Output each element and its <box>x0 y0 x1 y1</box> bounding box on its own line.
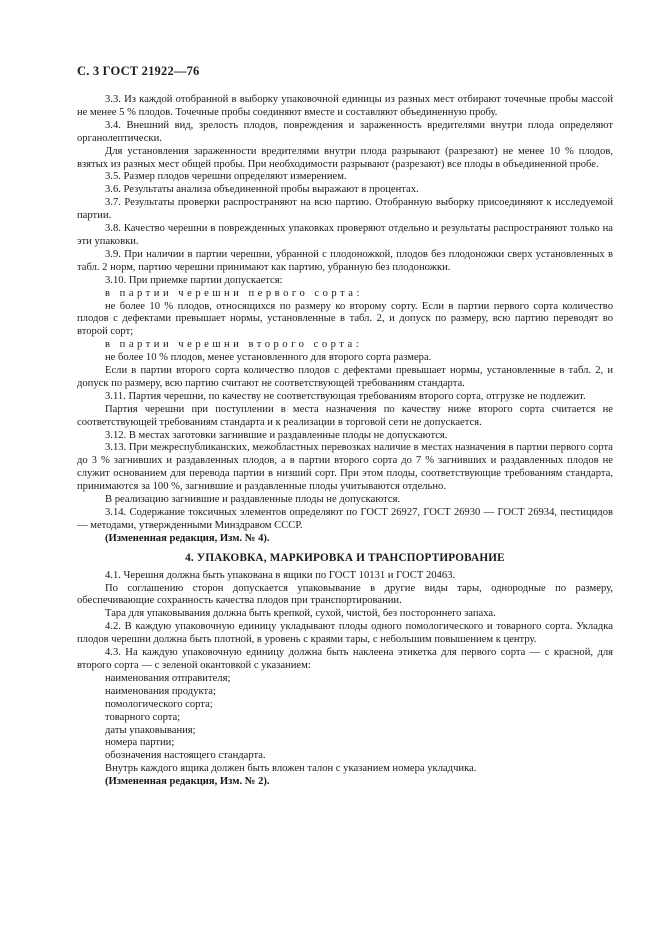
paragraph-3-4: 3.4. Внешний вид, зрелость плодов, повреждения и зараженность вредителями внутри плода определяют органолептически. <box>77 119 613 144</box>
paragraph-3-8: 3.8. Качество черешни в поврежденных упаковках проверяют отдельно и результаты распространяют только на эти упаковки. <box>77 223 613 247</box>
paragraph-4-3: 4.3. На каждую упаковочную единицу должна быть наклеена этикетка для первого сорта — с красной, для второго сорта — с зеленой окантовкой с указанием: <box>77 647 613 671</box>
paragraph-3-13: 3.13. При межреспубликанских, межобластных перевозках наличие в местах назначения в партии первого сорта до 3 % загнивших и раздавленных плодов, а в партии второго сорта до 7 % загнивших и раздавленных плодов не служит основанием для перевода партии в низший сорт. При этом плоды, соответствующие требованиям стандарта, принимаются за 100 %, загнившие и раздавленные плоды учитываются отдельно. <box>77 442 613 493</box>
paragraph-4-2: 4.2. В каждую упаковочную единицу укладывают плоды одного помологического и товарного сорта. Укладка плодов черешни должна быть плотной, в уровень с краями тары, с небольшим повышением к центру. <box>77 621 613 646</box>
paragraph-4-1-container: Тара для упаковывания должна быть крепкой, сухой, чистой, без постороннего запаха. <box>105 608 496 620</box>
list-item: помологического сорта; <box>105 698 213 710</box>
second-sort-label: в партии черешни второго сорта: <box>105 339 363 351</box>
paragraph-3-9: 3.9. При наличии в партии черешни, убранной с плодоножкой, плодов без плодоножки сверх установленных в табл. 2 норм, партию черешни принимают как партию, убранную без плодоножки. <box>77 248 613 273</box>
list-item: товарного сорта; <box>105 711 181 723</box>
paragraph-3-14: 3.14. Содержание токсичных элементов определяют по ГОСТ 26927, ГОСТ 26930 — ГОСТ 26934, пестицидов — методами, утвержденными Минздравом СССР. <box>77 507 613 531</box>
paragraph-3-5: 3.5. Размер плодов черешни определяют измерением. <box>105 171 347 183</box>
paragraph-4-1: 4.1. Черешня должна быть упакована в ящики по ГОСТ 10131 и ГОСТ 20463. <box>105 569 456 581</box>
paragraph-4-3-coupon: Внутрь каждого ящика должен быть вложен талон с указанием номера укладчика. <box>105 763 477 775</box>
paragraph-3-4-contamination: Для установления зараженности вредителями внутри плода разрывают (разрезают) не менее 10 % плодов, взятых из разных мест общей пробы. При необходимости разрывают (разрезают) все плоды в объединенной пробе. <box>77 145 613 170</box>
section-4-heading: 4. УПАКОВКА, МАРКИРОВКА И ТРАНСПОРТИРОВАНИЕ <box>185 551 505 564</box>
paragraph-3-12: 3.12. В местах заготовки загнившие и раздавленные плоды не допускаются. <box>105 429 448 441</box>
list-item: даты упаковывания; <box>105 724 196 736</box>
paragraph-3-7: 3.7. Результаты проверки распространяют на всю партию. Отобранную выборку присоединяют к исследуемой партии. <box>77 197 613 222</box>
paragraph-3-13-sale: В реализацию загнившие и раздавленные плоды не допускаются. <box>105 494 401 506</box>
list-item: номера партии; <box>105 737 175 749</box>
paragraph-3-3: 3.3. Из каждой отобранной в выборку упаковочной единицы из разных мест отбирают точечные пробы массой не менее 5 % плодов. Точечные пробы соединяют вместе и составляют объединенную пробу. <box>77 94 613 118</box>
first-sort-label: в партии черешни первого сорта: <box>105 287 363 299</box>
paragraph-3-10: 3.10. При приемке партии допускается: <box>105 274 283 286</box>
page-header: С. 3 ГОСТ 21922—76 <box>77 64 200 78</box>
paragraph-3-11-destination: Партия черешни при поступлении в места назначения по качеству ниже второго сорта считается не соответствующей требованиям стандарта и к реализации в торговой сети не допускается. <box>77 403 613 428</box>
list-item: обозначения настоящего стандарта. <box>105 750 266 762</box>
amendment-note-4: (Измененная редакция, Изм. № 4). <box>105 532 270 544</box>
list-item: наименования продукта; <box>105 685 216 697</box>
list-item: наименования отправителя; <box>105 672 231 684</box>
paragraph-3-6: 3.6. Результаты анализа объединенной пробы выражают в процентах. <box>105 184 419 196</box>
paragraph-3-11: 3.11. Партия черешни, по качеству не соответствующая требованиям второго сорта, отгрузке не подлежит. <box>105 390 586 402</box>
document-body <box>77 94 613 789</box>
first-sort-text: не более 10 % плодов, относящихся по размеру ко второму сорту. Если в партии первого сорта количество плодов с дефектами превышает нормы, установленные в табл. 2, и допуск по размеру, всю партию переводят во второй сорт; <box>77 300 613 338</box>
second-sort-defects: Если в партии второго сорта количество плодов с дефектами превышает нормы, установленные в табл. 2, и допуск по размеру, всю партию считают не соответствующей требованиям стандарта. <box>77 365 613 389</box>
paragraph-4-1-agreement: По соглашению сторон допускается упаковывание в другие виды тары, однородные по размеру, обеспечивающие сохранность качества плодов при транспортировании. <box>77 582 613 607</box>
second-sort-text: не более 10 % плодов, менее установленного для второго сорта размера. <box>105 352 432 364</box>
amendment-note-2: (Измененная редакция, Изм. № 2). <box>105 776 270 788</box>
